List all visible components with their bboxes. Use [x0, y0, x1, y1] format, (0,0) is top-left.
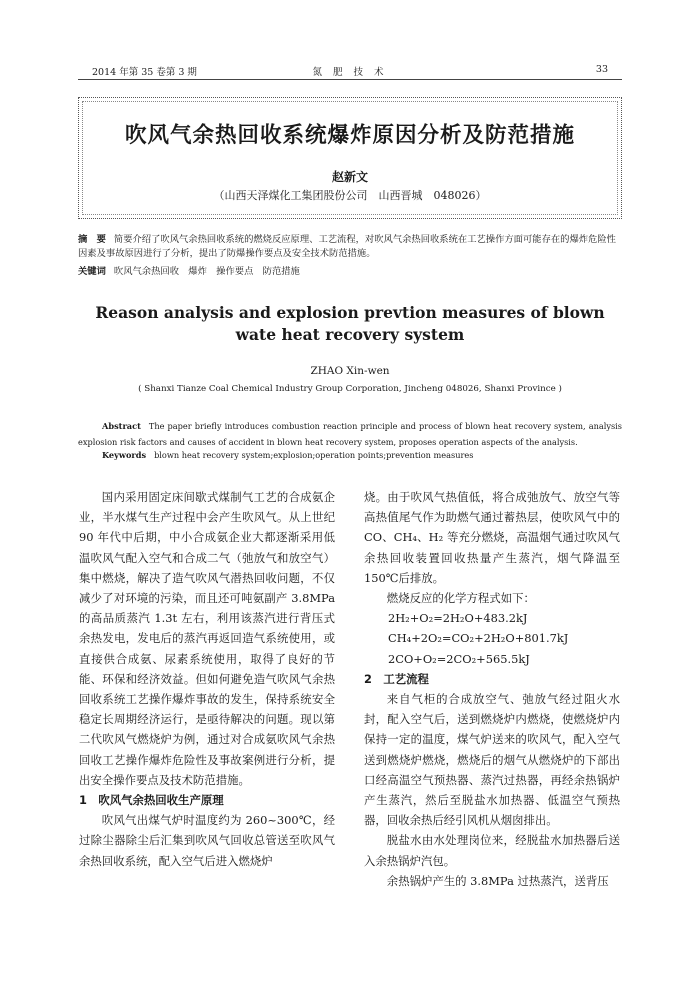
en-keywords-label: Keywords	[102, 450, 147, 460]
running-head	[92, 64, 608, 78]
intro-paragraph: 国内采用固定床间歇式煤制气工艺的合成氨企业，半水煤气生产过程中会产生吹风气。从上世纪 90 年代中后期，中小合成氨企业大都逐渐采用低温吹风气配入空气和合成二气（弛放气和放空气）集中燃烧，解决了造气吹风气潜热回收问题，不仅减少了对环境的污染，而且还可吨氨副产 3.8MPa 的高品质蒸汽 1.3t 左右，利用该蒸汽进行背压式余热发电，发电后的蒸汽再返回造气系统使用，或直接供合成氨、尿素系统使用，取得了良好的节能、环保和经济效益。但如何避免造气吹风气余热回收系统工艺操作爆炸事故的发生，保持系统安全稳定长周期经济运行，是亟待解决的问题。现以第二代吹风气燃烧炉为例，通过对合成氨吹风气余热回收工艺操作爆炸危险性及事故案例进行分析，提出安全操作要点及技术防范措施。	[79, 490, 335, 787]
en-author: ZHAO Xin-wen	[310, 365, 390, 377]
journal-name: 氮 肥 技 术	[312, 67, 388, 78]
water-paragraph: 脱盐水由水处理岗位来，经脱盐水加热器后送入余热锅炉汽包。	[364, 833, 620, 868]
cn-abstract-label: 摘 要	[78, 234, 106, 245]
page-number: 33	[595, 64, 608, 75]
en-abstract-label: Abstract	[102, 421, 141, 431]
cn-abstract-text: 简要介绍了吹风气余热回收系统的燃烧反应原理、工艺流程，对吹风气余热回收系统在工艺操作方面可能存在的爆炸危险性因素及事故原因进行了分析，提出了防爆操作要点及安全技术防范措施。	[78, 234, 616, 259]
en-affiliation: ( Shanxi Tianze Coal Chemical Industry Group Corporation, Jincheng 048026, Shanxi Province )	[138, 384, 562, 394]
cn-keywords-text: 吹风气余热回收 爆炸 操作要点 防范措施	[113, 266, 300, 277]
continued-paragraph: 烧。由于吹风气热值低，将合成弛放气、放空气等高热值尾气作为助燃气通过蓄热层，使吹风气中的 CO、CH₄、H₂ 等充分燃烧，高温烟气通过吹风气余热回收装置回收热量产生蒸汽，烟气降温至 150℃后排放。	[364, 490, 620, 585]
equation-2: CH₄+2O₂=CO₂+2H₂O+801.7kJ	[388, 631, 569, 646]
en-keywords	[102, 450, 622, 460]
en-abstract	[78, 418, 622, 450]
equation-3: 2CO+O₂=2CO₂+565.5kJ	[388, 651, 530, 666]
equation-1: 2H₂+O₂=2H₂O+483.2kJ	[388, 611, 528, 626]
cn-author: 赵新文	[331, 170, 368, 184]
cn-abstract	[78, 233, 622, 261]
equations-intro: 燃烧反应的化学方程式如下：	[386, 591, 535, 606]
body-left-column	[79, 487, 335, 871]
cn-keywords	[78, 265, 622, 279]
steam-paragraph: 余热锅炉产生的 3.8MPa 过热蒸汽，送背压	[386, 873, 609, 888]
body-right-column	[364, 487, 620, 891]
en-keywords-text: blown heat recovery system;explosion;operation points;prevention measures	[154, 450, 474, 460]
en-title: Reason analysis and explosion prevtion measures of blown wate heat recovery system	[95, 303, 605, 344]
journal-issue: 2014 年第 35 卷第 3 期	[92, 67, 197, 78]
section-heading-2: 2 工艺流程	[364, 671, 429, 686]
section-heading-1: 1 吹风气余热回收生产原理	[79, 793, 224, 808]
cn-title: 吹风气余热回收系统爆炸原因分析及防范措施	[124, 123, 575, 148]
process-paragraph: 来自气柜的合成放空气、弛放气经过阻火水封，配入空气后，送到燃烧炉内燃烧，使燃烧炉内保持一定的温度，煤气炉送来的吹风气，配入空气送到燃烧炉燃烧，燃烧后的烟气从燃烧炉的下部出口经高温空气预热器、蒸汽过热器，再经余热锅炉产生蒸汽，然后至脱盐水加热器、低温空气预热器，回收余热后经引风机从烟囱排出。	[364, 692, 620, 828]
section-1-paragraph: 吹风气出煤气炉时温度约为 260~300℃，经过除尘器除尘后汇集到吹风气回收总管送至吹风气余热回收系统，配入空气后进入燃烧炉	[79, 813, 335, 868]
title-box	[78, 97, 622, 219]
cn-keywords-label: 关键词	[78, 266, 106, 277]
cn-affiliation: （山西天泽煤化工集团股份公司 山西晋城 048026）	[213, 189, 487, 202]
header-rule	[78, 79, 622, 80]
en-abstract-text: The paper briefly introduces combustion reaction principle and process of blown heat recovery system, analysis explosion risk factors and causes of accident in blown heat recovery system, proposes operation aspects of the analysis.	[78, 421, 622, 447]
